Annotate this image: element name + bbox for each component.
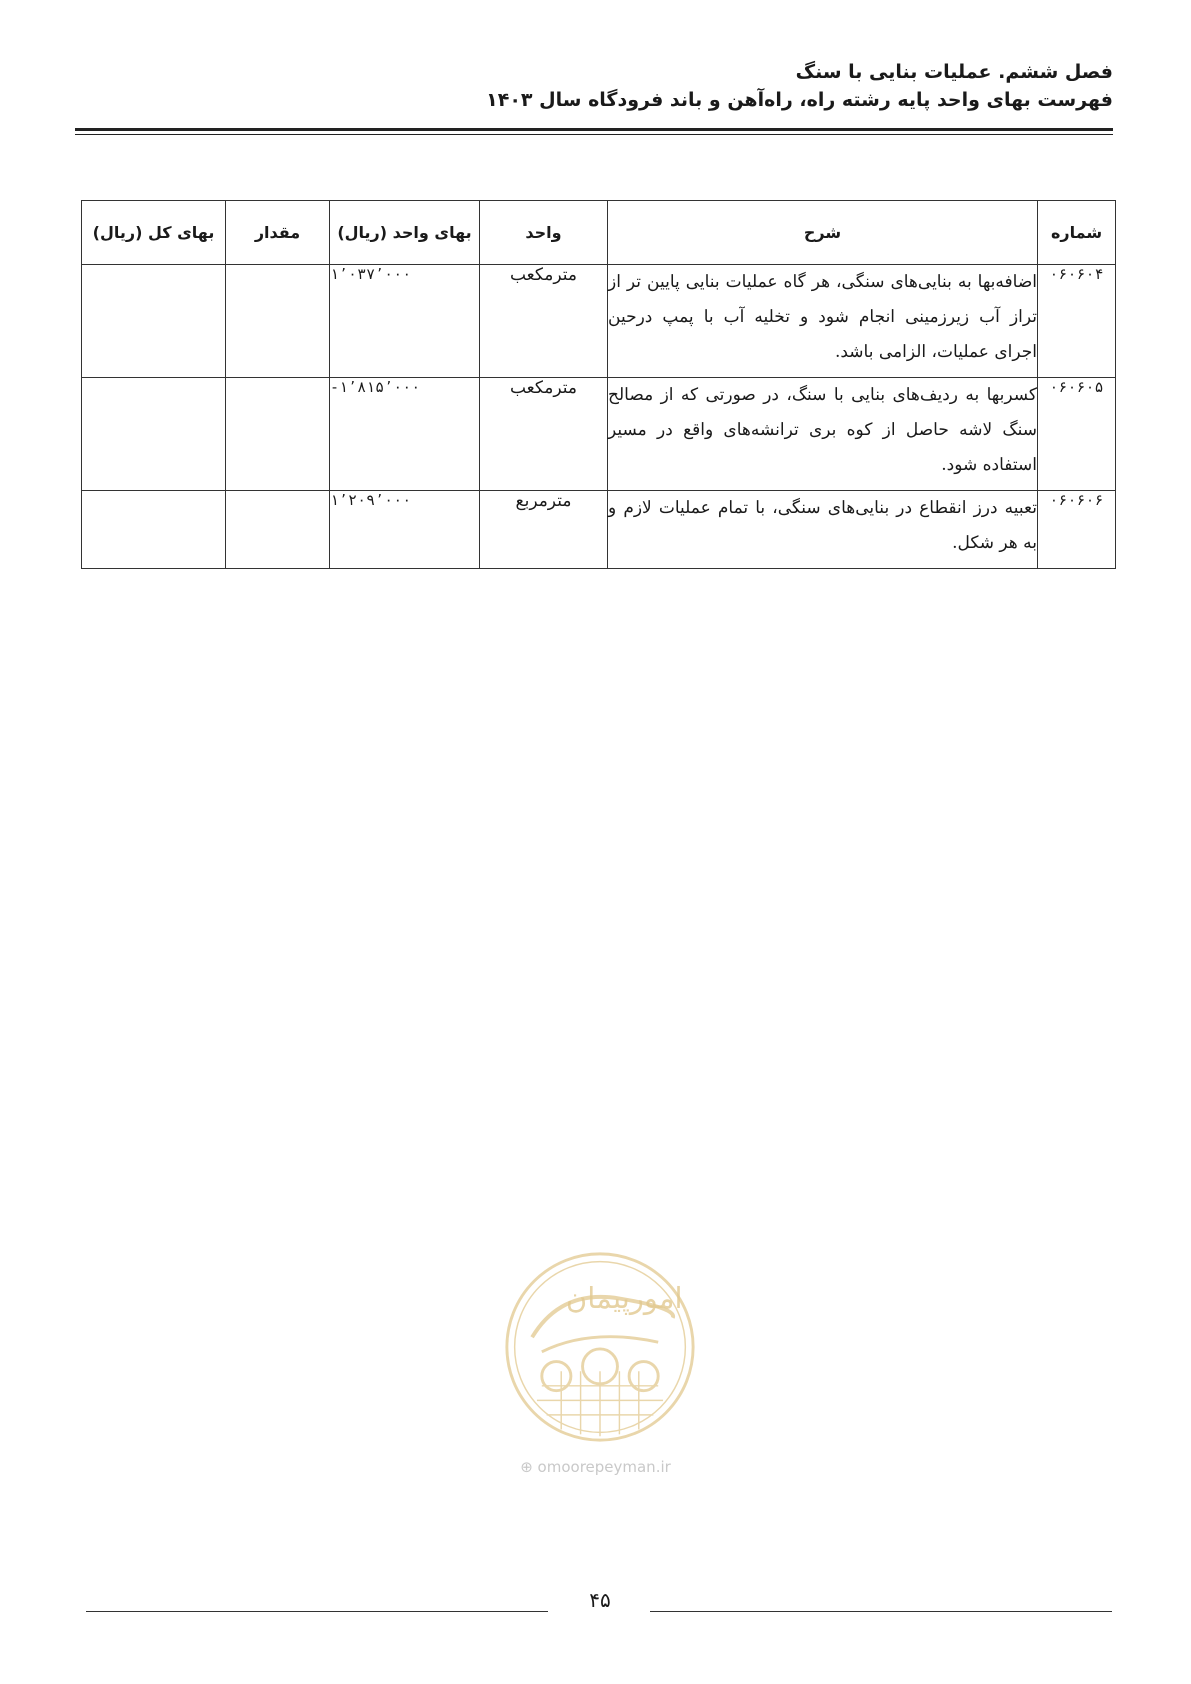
watermark-site [0, 1458, 1191, 1476]
page-number: ۴۵ [589, 1588, 611, 1612]
column-header-quantity: مقدار [226, 201, 330, 265]
item-total-price [82, 265, 226, 378]
column-header-unit: واحد [480, 201, 608, 265]
price-list-table [81, 200, 1116, 569]
item-code: ۰۶۰۶۰۴ [1038, 265, 1116, 378]
globe-icon: ⊕ [520, 1458, 533, 1476]
item-code: ۰۶۰۶۰۶ [1038, 491, 1116, 569]
item-unit: مترمکعب [480, 378, 608, 491]
footer-divider-right [650, 1611, 1112, 1612]
item-total-price [82, 378, 226, 491]
watermark-logo [503, 1250, 697, 1444]
item-unit-price: ۱٬۲۰۹٬۰۰۰ [330, 491, 480, 569]
book-title: فهرست بهای واحد پایه رشته راه، راه‌آهن و باند فرودگاه سال ۱۴۰۳ [486, 89, 1113, 111]
item-description: کسربها به ردیف‌های بنایی با سنگ، در صورتی که از مصالح سنگ لاشه حاصل از کوه بری ترانشه‌های واقع در مسیر استفاده شود. [608, 378, 1038, 491]
column-header-description: شرح [608, 201, 1038, 265]
item-description: تعبیه درز انقطاع در بنایی‌های سنگی، با تمام عملیات لازم و به هر شکل. [608, 491, 1038, 569]
item-unit-price: -۱٬۸۱۵٬۰۰۰ [330, 378, 480, 491]
item-description: اضافه‌بها به بنایی‌های سنگی، هر گاه عملیات بنایی پایین تر از تراز آب زیرزمینی انجام شود و تخلیه آب با پمپ درحین اجرای عملیات، الزامی باشد. [608, 265, 1038, 378]
page-header [75, 58, 1113, 114]
table-row [82, 491, 1116, 569]
column-header-unit-price: بهای واحد (ریال) [330, 201, 480, 265]
item-quantity [226, 265, 330, 378]
item-total-price [82, 491, 226, 569]
item-quantity [226, 491, 330, 569]
item-unit-price: ۱٬۰۳۷٬۰۰۰ [330, 265, 480, 378]
table-row [82, 265, 1116, 378]
table-header-row [82, 201, 1116, 265]
table-row [82, 378, 1116, 491]
item-quantity [226, 378, 330, 491]
item-unit: مترمکعب [480, 265, 608, 378]
footer-divider-left [86, 1611, 548, 1612]
chapter-title: فصل ششم. عملیات بنایی با سنگ [795, 61, 1113, 83]
column-header-code: شماره [1038, 201, 1116, 265]
watermark-site-text: omoorepeyman.ir [537, 1458, 671, 1476]
watermark-logo-text: امورپیمان [565, 1281, 683, 1316]
item-code: ۰۶۰۶۰۵ [1038, 378, 1116, 491]
item-unit: مترمربع [480, 491, 608, 569]
header-divider [75, 128, 1113, 135]
column-header-total-price: بهای کل (ریال) [82, 201, 226, 265]
